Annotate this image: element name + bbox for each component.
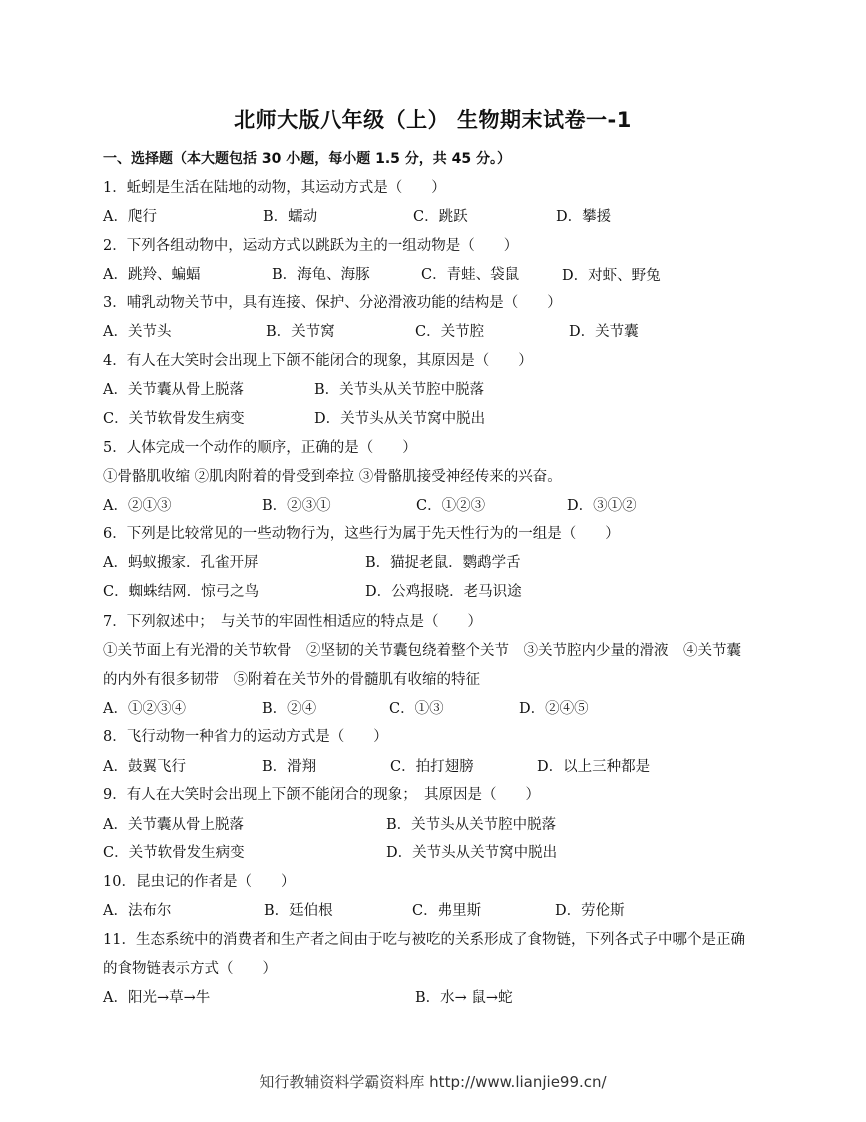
question-7-option-b: B．②④ (262, 701, 317, 717)
footer-watermark: 知行教辅资料学霸资料库 http://www.lianjie99.cn/ (259, 1073, 607, 1091)
question-9-option-d: D．关节头从关节窝中脱出 (386, 845, 558, 861)
question-5-option-c: C．①②③ (416, 498, 486, 514)
question-7-option-d: D．②④⑤ (519, 701, 589, 717)
question-11-option-b: B．水→ 鼠→蛇 (415, 990, 513, 1006)
question-4-stem: 4．有人在大笑时会出现上下颌不能闭合的现象，其原因是（ ） (103, 353, 533, 369)
question-11-stem-line-1: 11．生态系统中的消费者和生产者之间由于吃与被吃的关系形成了食物链，下列各式子中哪个是正确 (103, 932, 745, 948)
question-11-stem-line-2: 的食物链表示方式（ ） (103, 961, 277, 977)
question-8-option-b: B．滑翔 (262, 759, 317, 775)
question-2-stem: 2．下列各组动物中，运动方式以跳跃为主的一组动物是（ ） (103, 238, 519, 254)
question-3-option-d: D．关节囊 (569, 324, 639, 340)
question-7-option-a: A．①②③④ (103, 701, 186, 717)
question-2-option-d: D．对虾、野兔 (562, 268, 661, 284)
question-2-option-c: C．青蛙、袋鼠 (421, 267, 520, 283)
question-5-option-d: D．③①② (567, 498, 637, 514)
question-9-option-c: C．关节软骨发生病变 (103, 845, 245, 861)
question-2-option-a: A．跳羚、蝙蝠 (103, 267, 201, 283)
question-9-option-b: B．关节头从关节腔中脱落 (386, 817, 557, 833)
question-5-option-a: A．②①③ (103, 498, 172, 514)
question-11-option-a: A．阳光→草→牛 (103, 990, 211, 1006)
question-10-option-d: D．劳伦斯 (555, 903, 625, 919)
question-6-option-a: A．蚂蚁搬家．孔雀开屏 (103, 555, 259, 571)
page-title: 北师大版八年级（上） 生物期末试卷一-1 (234, 108, 632, 132)
question-4-option-c: C．关节软骨发生病变 (103, 411, 245, 427)
question-8-option-a: A．鼓翼飞行 (103, 759, 186, 775)
question-5-items: ①骨骼肌收缩 ②肌肉附着的骨受到牵拉 ③骨骼肌接受神经传来的兴奋。 (103, 469, 562, 485)
question-1-option-b: B．蠕动 (263, 209, 318, 225)
question-3-stem: 3．哺乳动物关节中，具有连接、保护、分泌滑液功能的结构是（ ） (103, 295, 562, 311)
question-6-option-c: C．蜘蛛结网．惊弓之鸟 (103, 584, 260, 600)
question-10-option-a: A．法布尔 (103, 903, 172, 919)
question-3-option-a: A．关节头 (103, 324, 172, 340)
question-5-option-b: B．②③① (262, 498, 331, 514)
question-5-stem: 5．人体完成一个动作的顺序，正确的是（ ） (103, 440, 417, 456)
question-7-stem: 7．下列叙述中； 与关节的牢固性相适应的特点是（ ） (103, 614, 482, 630)
question-8-option-d: D．以上三种都是 (537, 759, 651, 775)
question-3-option-b: B．关节窝 (266, 324, 335, 340)
section-heading: 一、选择题（本大题包括 30 小题，每小题 1.5 分，共 45 分。） (103, 151, 512, 167)
question-9-option-a: A．关节囊从骨上脱落 (103, 817, 244, 833)
question-2-option-b: B．海龟、海豚 (272, 267, 370, 283)
question-3-option-c: C．关节腔 (415, 324, 485, 340)
question-1-stem: 1．蚯蚓是生活在陆地的动物，其运动方式是（ ） (103, 180, 446, 196)
question-7-option-c: C．①③ (389, 701, 444, 717)
question-6-stem: 6．下列是比较常见的一些动物行为，这些行为属于先天性行为的一组是（ ） (103, 526, 620, 542)
question-6-option-b: B．猫捉老鼠．鹦鹉学舌 (365, 555, 521, 571)
question-8-option-c: C．拍打翅膀 (390, 759, 474, 775)
question-10-stem: 10．昆虫记的作者是（ ） (103, 874, 296, 890)
question-4-option-d: D．关节头从关节窝中脱出 (314, 411, 486, 427)
question-4-option-b: B．关节头从关节腔中脱落 (314, 382, 485, 398)
question-4-option-a: A．关节囊从骨上脱落 (103, 382, 244, 398)
question-10-option-c: C．弗里斯 (412, 903, 482, 919)
question-1-option-d: D．攀援 (556, 209, 612, 225)
question-10-option-b: B．廷伯根 (264, 903, 333, 919)
question-1-option-a: A．爬行 (103, 209, 157, 225)
question-1-option-c: C．跳跃 (413, 209, 468, 225)
question-9-stem: 9．有人在大笑时会出现上下颌不能闭合的现象； 其原因是（ ） (103, 787, 540, 803)
question-7-items-line-2: 的内外有很多韧带 ⑤附着在关节外的骨髓肌有收缩的特征 (103, 672, 480, 688)
question-8-stem: 8．飞行动物一种省力的运动方式是（ ） (103, 729, 388, 745)
question-7-items-line-1: ①关节面上有光滑的关节软骨 ②坚韧的关节囊包绕着整个关节 ③关节腔内少量的滑液 ④关节囊 (103, 643, 741, 659)
question-6-option-d: D．公鸡报晓．老马识途 (365, 584, 522, 600)
